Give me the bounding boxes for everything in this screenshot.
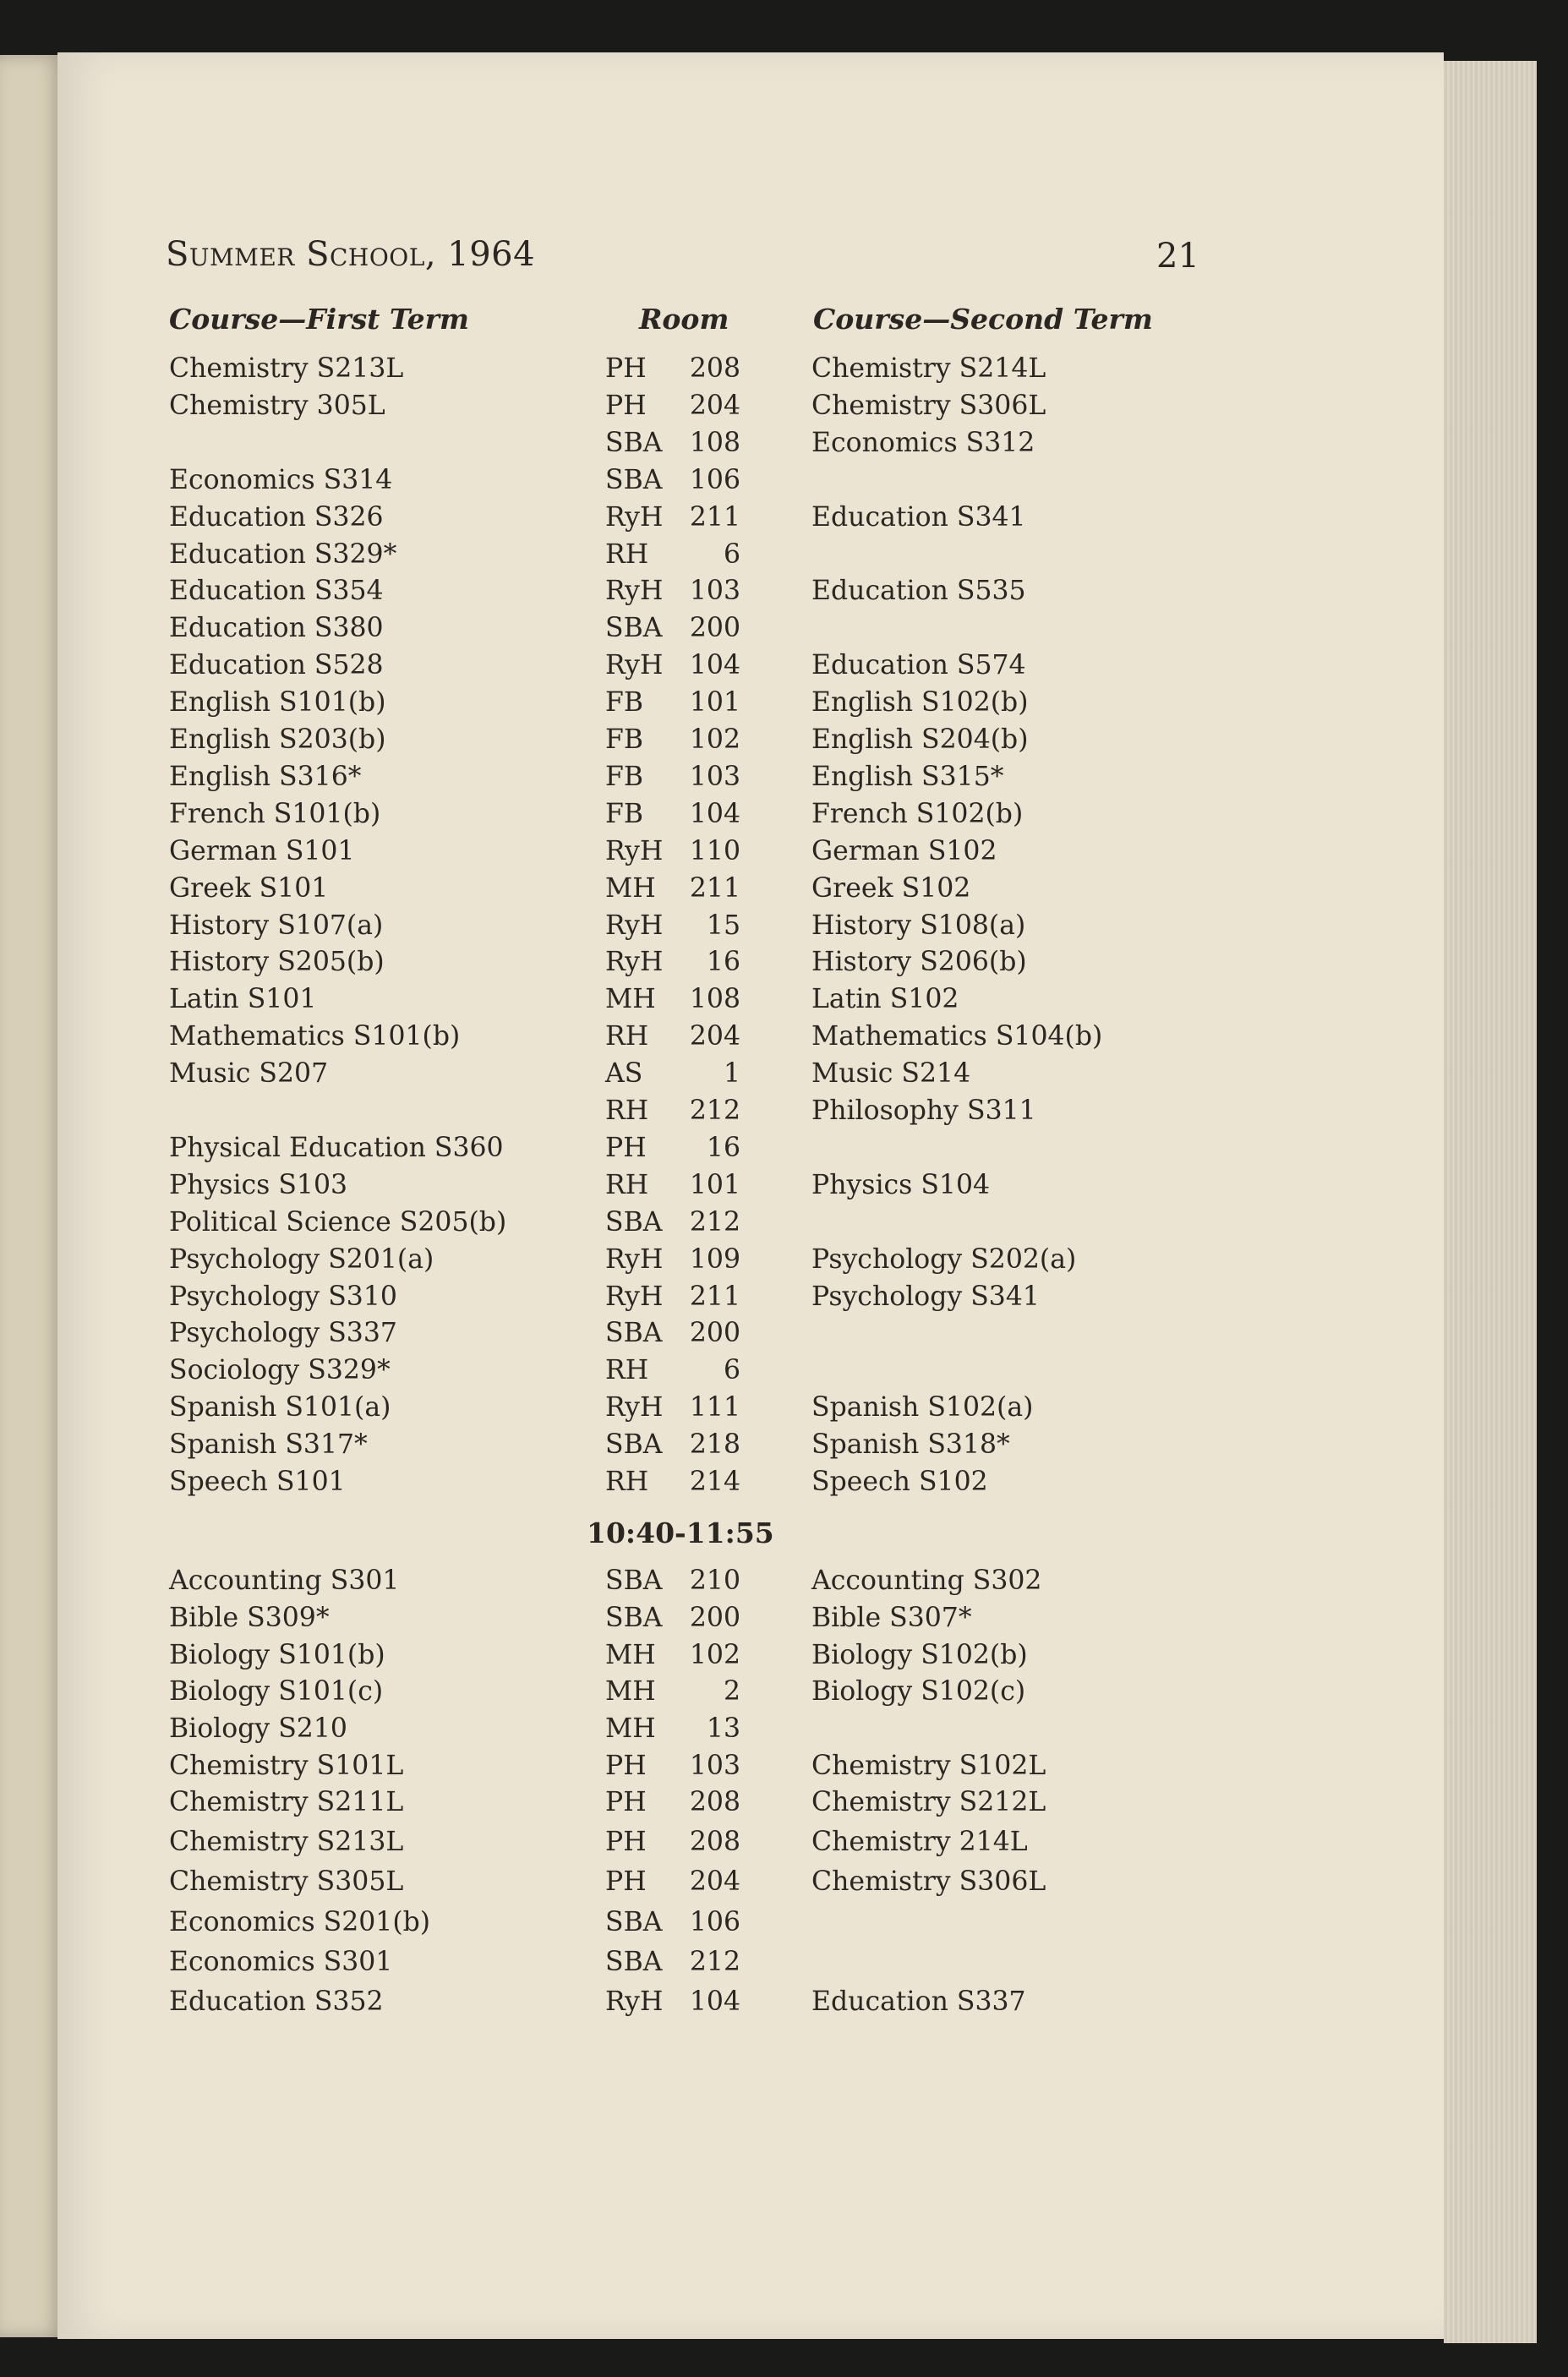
second-term-course: Physics S104 <box>811 1169 991 1200</box>
room <box>605 799 808 829</box>
room-number: 13 <box>706 1713 740 1744</box>
room-number: 15 <box>706 910 740 941</box>
room-building: PH <box>605 1866 647 1897</box>
room-building: RH <box>605 1355 649 1386</box>
second-term-course: English S315* <box>811 761 1004 792</box>
first-term-course: English S203(b) <box>169 724 386 755</box>
first-term-course: Political Science S205(b) <box>169 1206 507 1238</box>
column-header-first-term: Course—First Term <box>169 303 469 336</box>
room <box>605 1907 808 1937</box>
room-number: 110 <box>689 835 740 866</box>
page-number: 21 <box>1156 237 1199 276</box>
first-term-course: Biology S210 <box>169 1713 347 1744</box>
room-building: RyH <box>605 1986 664 2017</box>
first-term-course: Chemistry S213L <box>169 353 404 384</box>
room-number: 101 <box>689 687 740 719</box>
room <box>605 465 808 495</box>
room-number: 16 <box>706 1132 740 1163</box>
first-term-course: History S205(b) <box>169 947 385 978</box>
second-term-course: Chemistry S306L <box>811 390 1046 421</box>
first-term-course: English S101(b) <box>169 687 386 719</box>
first-term-course: German S101 <box>169 835 355 866</box>
column-header-second-term: Course—Second Term <box>813 303 1153 336</box>
room <box>605 1021 808 1052</box>
first-term-course: Spanish S101(a) <box>169 1392 391 1423</box>
room-number: 103 <box>689 761 740 792</box>
second-term-course: Chemistry 214L <box>811 1827 1028 1857</box>
room-number: 211 <box>689 501 740 533</box>
first-term-course: Economics S314 <box>169 464 393 495</box>
room-number: 103 <box>689 576 740 607</box>
room <box>605 762 808 792</box>
room <box>605 1787 808 1817</box>
second-term-course: Education S535 <box>811 576 1026 607</box>
room-number: 102 <box>689 1640 740 1670</box>
second-term-course: Latin S102 <box>811 984 959 1015</box>
room-number: 104 <box>689 798 740 829</box>
room-building: AS <box>605 1058 643 1090</box>
room-building: PH <box>605 1827 647 1857</box>
room-number: 210 <box>689 1566 740 1596</box>
first-term-course: History S107(a) <box>169 910 384 941</box>
second-term-course: Economics S312 <box>811 427 1035 458</box>
time-heading: 10:40-11:55 <box>587 1516 774 1549</box>
room <box>605 947 808 977</box>
first-term-course: Education S354 <box>169 576 384 607</box>
second-term-course: Spanish S318* <box>811 1429 1010 1461</box>
room-building: RyH <box>605 1281 664 1312</box>
room-building: FB <box>605 798 644 829</box>
room-building: RyH <box>605 650 664 681</box>
room-number: 208 <box>689 1787 740 1817</box>
room-number: 6 <box>723 1355 740 1386</box>
second-term-course: History S206(b) <box>811 947 1027 978</box>
second-term-course: Psychology S202(a) <box>811 1243 1077 1275</box>
room <box>605 1281 808 1312</box>
first-term-course: Sociology S329* <box>169 1355 391 1386</box>
page-stack-edges <box>1444 61 1537 2343</box>
room <box>605 687 808 718</box>
room-number: 106 <box>689 464 740 495</box>
room <box>605 1947 808 1977</box>
room-number: 6 <box>723 538 740 570</box>
second-term-course: English S102(b) <box>811 687 1029 719</box>
room-building: PH <box>605 1751 647 1781</box>
first-term-course: Education S352 <box>169 1986 384 2017</box>
second-term-course: Chemistry S306L <box>811 1866 1046 1897</box>
room <box>605 1866 808 1897</box>
room-building: RyH <box>605 501 664 533</box>
second-term-course: English S204(b) <box>811 724 1029 755</box>
room-number: 111 <box>689 1392 740 1423</box>
room-building: MH <box>605 984 656 1015</box>
room <box>605 1676 808 1707</box>
room <box>605 1170 808 1200</box>
room <box>605 353 808 384</box>
room-number: 106 <box>689 1907 740 1937</box>
room <box>605 910 808 941</box>
second-term-course: Chemistry S214L <box>811 353 1046 384</box>
room-building: PH <box>605 1787 647 1817</box>
room <box>605 1713 808 1744</box>
room <box>605 1467 808 1497</box>
room-building: SBA <box>605 1318 663 1349</box>
room-number: 109 <box>689 1243 740 1275</box>
room-building: SBA <box>605 1947 663 1977</box>
column-header-room: Room <box>639 303 729 336</box>
room <box>605 1640 808 1670</box>
second-term-course: Education S337 <box>811 1986 1026 2017</box>
running-header: Summer School, 1964 <box>166 235 536 274</box>
second-term-course: German S102 <box>811 835 997 866</box>
room-number: 211 <box>689 872 740 904</box>
room-building: RH <box>605 1169 649 1200</box>
room-building: MH <box>605 872 656 904</box>
first-term-course: French S101(b) <box>169 798 381 829</box>
room-building: RH <box>605 1467 649 1497</box>
second-term-course: Bible S307* <box>811 1603 972 1633</box>
room-building: RyH <box>605 835 664 866</box>
room-number: 200 <box>689 1603 740 1633</box>
room-number: 108 <box>689 427 740 458</box>
first-term-course: Economics S201(b) <box>169 1907 431 1937</box>
room <box>605 1751 808 1781</box>
room-building: SBA <box>605 1566 663 1596</box>
room <box>605 576 808 606</box>
first-term-course: Chemistry 305L <box>169 390 385 421</box>
second-term-course: Greek S102 <box>811 872 971 904</box>
room-number: 104 <box>689 1986 740 2017</box>
room <box>605 984 808 1014</box>
room-number: 212 <box>689 1206 740 1238</box>
first-term-course: Chemistry S101L <box>169 1751 404 1781</box>
room-number: 1 <box>723 1058 740 1090</box>
room-number: 108 <box>689 984 740 1015</box>
room-number: 101 <box>689 1169 740 1200</box>
first-term-course: Accounting S301 <box>169 1566 400 1596</box>
room <box>605 428 808 458</box>
room <box>605 502 808 533</box>
second-term-course: Accounting S302 <box>811 1566 1042 1596</box>
room <box>605 650 808 680</box>
room-building: RH <box>605 1096 649 1126</box>
room-number: 208 <box>689 1827 740 1857</box>
first-term-course: Economics S301 <box>169 1947 393 1977</box>
second-term-course: Biology S102(c) <box>811 1676 1026 1707</box>
room-building: PH <box>605 1132 647 1163</box>
room-number: 104 <box>689 650 740 681</box>
room-building: RyH <box>605 576 664 607</box>
room-building: RyH <box>605 1243 664 1275</box>
room <box>605 1986 808 2017</box>
room-building: RyH <box>605 910 664 941</box>
first-term-course: Education S528 <box>169 650 384 681</box>
room <box>605 613 808 643</box>
second-term-course: Chemistry S212L <box>811 1787 1046 1817</box>
room <box>605 1603 808 1633</box>
room-number: 204 <box>689 1866 740 1897</box>
room-number: 103 <box>689 1751 740 1781</box>
first-term-course: Chemistry S213L <box>169 1827 404 1857</box>
first-term-course: Physics S103 <box>169 1169 348 1200</box>
first-term-course: Physical Education S360 <box>169 1132 504 1163</box>
room-building: RyH <box>605 1392 664 1423</box>
first-term-course: Psychology S310 <box>169 1281 397 1312</box>
second-term-course: Spanish S102(a) <box>811 1392 1034 1423</box>
room <box>605 1392 808 1423</box>
room-number: 211 <box>689 1281 740 1312</box>
second-term-course: French S102(b) <box>811 798 1024 829</box>
first-term-course: Biology S101(b) <box>169 1640 385 1670</box>
first-term-course: Speech S101 <box>169 1467 346 1497</box>
room-number: 204 <box>689 1021 740 1052</box>
room-building: RH <box>605 1021 649 1052</box>
second-term-course: Speech S102 <box>811 1467 988 1497</box>
first-term-course: Chemistry S305L <box>169 1866 404 1897</box>
room-number: 208 <box>689 353 740 384</box>
room <box>605 391 808 421</box>
room-number: 218 <box>689 1429 740 1461</box>
second-term-course: Biology S102(b) <box>811 1640 1028 1670</box>
first-term-course: Latin S101 <box>169 984 317 1015</box>
room-building: SBA <box>605 613 663 644</box>
room <box>605 1318 808 1348</box>
second-term-course: Music S214 <box>811 1058 971 1090</box>
room <box>605 1355 808 1385</box>
room-number: 2 <box>723 1676 740 1707</box>
room <box>605 1566 808 1596</box>
first-term-course: Bible S309* <box>169 1603 330 1633</box>
room-number: 214 <box>689 1467 740 1497</box>
room-building: PH <box>605 390 647 421</box>
room-building: SBA <box>605 1907 663 1937</box>
room-building: MH <box>605 1640 656 1670</box>
first-term-course: Psychology S201(a) <box>169 1243 434 1275</box>
room-number: 102 <box>689 724 740 755</box>
room-building: PH <box>605 353 647 384</box>
room-building: SBA <box>605 427 663 458</box>
room-building: FB <box>605 761 644 792</box>
first-term-course: Chemistry S211L <box>169 1787 404 1817</box>
first-term-course: Greek S101 <box>169 872 329 904</box>
room-building: SBA <box>605 1429 663 1461</box>
first-term-course: Music S207 <box>169 1058 329 1090</box>
facing-page-edge <box>0 55 63 2337</box>
room <box>605 1096 808 1126</box>
room-building: SBA <box>605 464 663 495</box>
room <box>605 1133 808 1163</box>
second-term-course: History S108(a) <box>811 910 1026 941</box>
room <box>605 1058 808 1089</box>
room <box>605 1244 808 1275</box>
room <box>605 724 808 755</box>
second-term-course: Mathematics S104(b) <box>811 1021 1103 1052</box>
room <box>605 1827 808 1857</box>
first-term-course: Biology S101(c) <box>169 1676 384 1707</box>
room-number: 200 <box>689 1318 740 1349</box>
first-term-course: Mathematics S101(b) <box>169 1021 461 1052</box>
room-building: FB <box>605 724 644 755</box>
room <box>605 873 808 904</box>
room-building: SBA <box>605 1603 663 1633</box>
first-term-course: Spanish S317* <box>169 1429 368 1461</box>
room <box>605 836 808 866</box>
second-term-course: Chemistry S102L <box>811 1751 1046 1781</box>
room <box>605 1207 808 1238</box>
first-term-course: Psychology S337 <box>169 1318 397 1349</box>
room-number: 204 <box>689 390 740 421</box>
second-term-course: Education S574 <box>811 650 1026 681</box>
room-number: 212 <box>689 1096 740 1126</box>
room-number: 212 <box>689 1947 740 1977</box>
room-building: RyH <box>605 947 664 978</box>
first-term-course: English S316* <box>169 761 362 792</box>
room <box>605 1429 808 1460</box>
room-building: RH <box>605 538 649 570</box>
room <box>605 539 808 570</box>
room-number: 16 <box>706 947 740 978</box>
room-building: SBA <box>605 1206 663 1238</box>
room-building: MH <box>605 1676 656 1707</box>
first-term-course: Education S329* <box>169 538 397 570</box>
first-term-course: Education S380 <box>169 613 384 644</box>
room-number: 200 <box>689 613 740 644</box>
second-term-course: Education S341 <box>811 501 1026 533</box>
second-term-course: Philosophy S311 <box>811 1096 1036 1126</box>
first-term-course: Education S326 <box>169 501 384 533</box>
room-building: MH <box>605 1713 656 1744</box>
second-term-course: Psychology S341 <box>811 1281 1040 1312</box>
room-building: FB <box>605 687 644 719</box>
